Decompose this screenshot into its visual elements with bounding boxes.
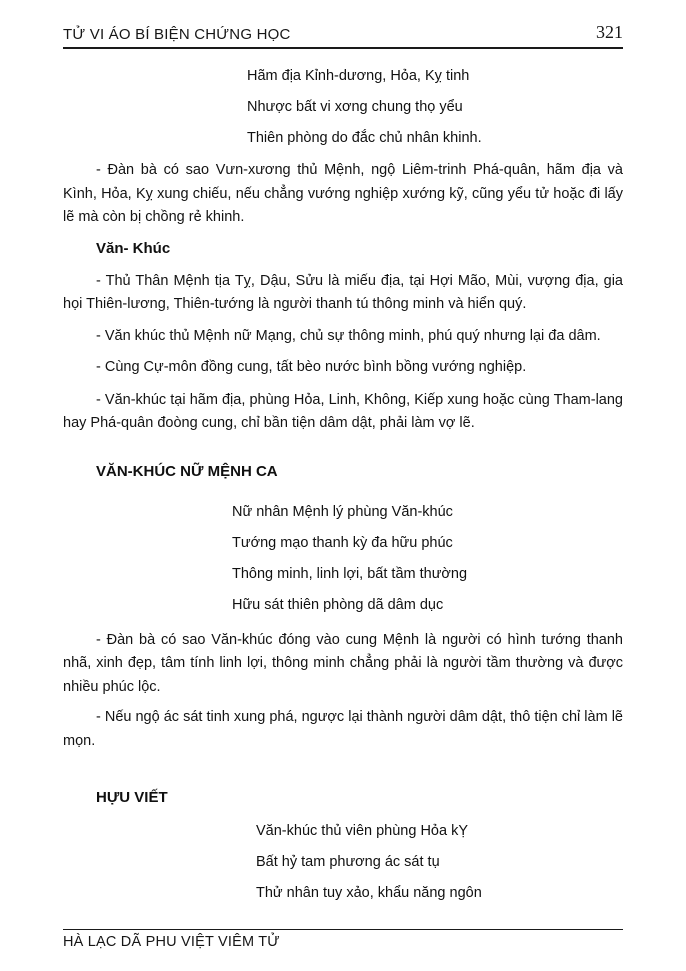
paragraph: - Văn khúc thủ Mệnh nữ Mạng, chủ sự thông minh, phú quý nhưng lại đa dâm. (96, 327, 601, 344)
paragraph: - Thủ Thân Mệnh tịa Tỵ, Dậu, Sửu là miếu địa, tại Hợi Mão, Mùi, vượng địa, gia họi Thiên-lương, Thiên-tướng là người thanh tú thông minh và hiển quý. (63, 272, 623, 312)
nu-menh-verse-block (232, 497, 623, 621)
section-heading-nu-menh-ca: VĂN-KHÚC NỮ MỆNH CA (96, 462, 278, 480)
paragraph: - Đàn bà có sao Vưn-xương thủ Mệnh, ngộ Liêm-trinh Phá-quân, hãm địa và Kình, Hỏa, Kỵ xung chiếu, nếu chẳng vướng nghiệp xướng kỹ, cũng yểu tử hoặc đi lấy lẽ mà còn bị chồng rẻ khinh. (63, 162, 623, 225)
page-number: 321 (596, 22, 623, 42)
verse-line: Thiên phòng do đắc chủ nhân khinh. (247, 130, 482, 146)
verse-line: Thông minh, linh lợi, bất tầm thường (232, 565, 468, 582)
page-footer (63, 929, 623, 951)
verse-line: Bất hỷ tam phương ác sát tụ (256, 854, 440, 870)
verse-line: Nhược bất vi xơng chung thọ yểu (247, 99, 463, 115)
running-title: TỬ VI ÁO BÍ BIỆN CHỨNG HỌC (63, 26, 291, 43)
verse-line: Nữ nhân Mệnh lý phùng Văn-khúc (232, 503, 453, 520)
intro-verse-block (247, 61, 623, 154)
section-heading-huu-viet: HỰU VIẾT (96, 789, 168, 806)
section-heading-van-khuc: Văn- Khúc (96, 239, 171, 257)
huu-viet-verse-block (256, 816, 623, 909)
verse-line: Hữu sát thiên phòng dã dâm dục (232, 596, 444, 613)
paragraph: - Văn-khúc tại hãm địa, phùng Hỏa, Linh, Không, Kiếp xung hoặc cùng Tham-lang hay Phá-quân đoòng cung, chỉ bần tiện dâm dật, phải làm vợ lẽ. (63, 391, 623, 431)
paragraph: - Nếu ngộ ác sát tinh xung phá, ngược lại thành người dâm dật, thô tiện chỉ làm lẽ mọn. (63, 709, 623, 749)
verse-line: Hãm địa Kỉnh-dương, Hỏa, Kỵ tinh (247, 68, 470, 84)
page-header (63, 0, 623, 49)
paragraph: - Đàn bà có sao Văn-khúc đóng vào cung Mệnh là người có hình tướng thanh nhã, xinh đẹp, tâm tính linh lợi, thông minh chẳng phải là người tầm thường và được nhiều phúc lộc. (63, 631, 623, 695)
verse-line: Tướng mạo thanh kỳ đa hữu phúc (232, 534, 453, 551)
footer-author-text: HÀ LẠC DÃ PHU VIỆT VIÊM TỬ (63, 934, 280, 950)
paragraph: - Cùng Cự-môn đồng cung, tất bèo nước bình bồng vướng nghiệp. (96, 359, 527, 375)
page-content (63, 0, 623, 909)
verse-line: Thử nhân tuy xảo, khẩu năng ngôn (256, 885, 482, 901)
verse-line: Văn-khúc thủ viên phùng Hỏa kỴ (256, 823, 468, 839)
